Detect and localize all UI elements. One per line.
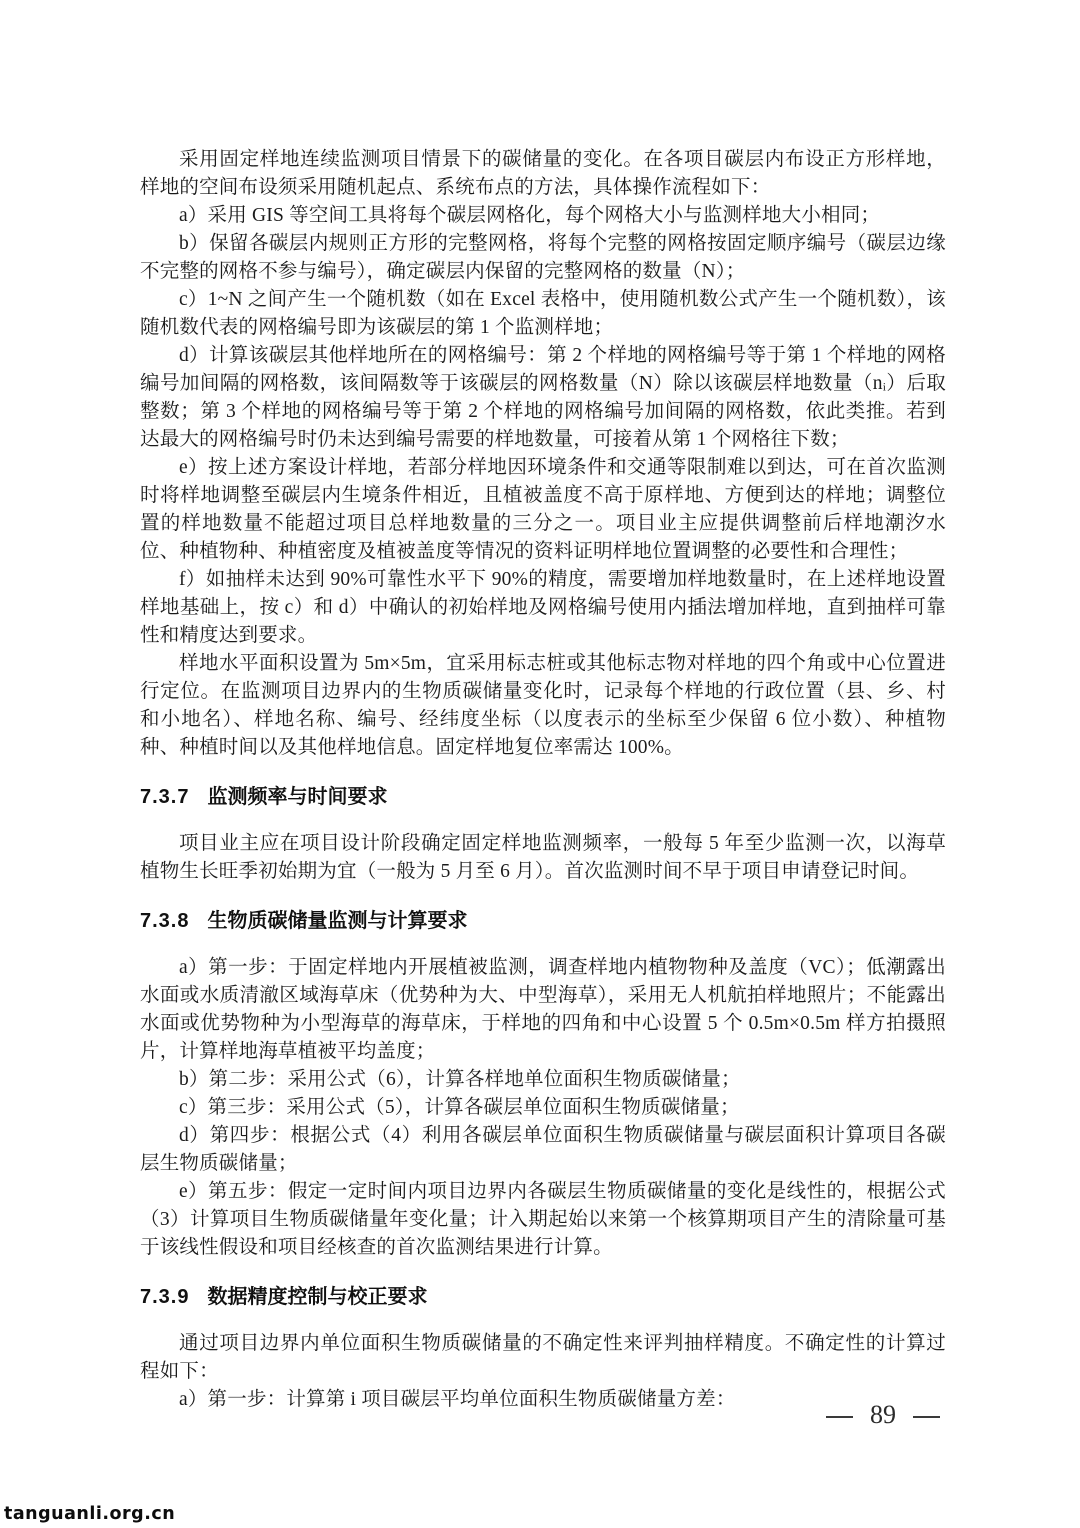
list-item-d: d）计算该碳层其他样地所在的网格编号：第 2 个样地的网格编号等于第 1 个样地的网格编号加间隔的网格数，该间隔数等于该碳层的网格数量（N）除以该碳层样地数量（nᵢ）后取整数；第 3 个样地的网格编号等于第 2 个样地的网格编号加间隔的网格数，依此类推。若到达最大的网格编号时仍未达到编号需要的样地数量，可接着从第 1 个网格往下数； [140,345,946,450]
section-title: 生物质碳储量监测与计算要求 [207,910,468,932]
list-item-f: f）如抽样未达到 90%可靠性水平下 90%的精度，需要增加样地数量时，在上述样地设置样地基础上，按 c）和 d）中确认的初始样地及网格编号使用内插法增加样地，直到抽样可靠性和精度达到要求。 [140,569,946,646]
list-item-step-a-739: a）第一步：计算第 i 项目碳层平均单位面积生物质碳储量方差： [179,1389,736,1410]
section-739-paragraph: 通过项目边界内单位面积生物质碳储量的不确定性来评判抽样精度。不确定性的计算过程如下： [140,1333,946,1382]
list-item-step-c: c）第三步：采用公式（5），计算各碳层单位面积生物质碳储量； [179,1097,740,1118]
section-number: 7.3.8 [140,910,190,932]
list-item-step-e: e）第五步：假定一定时间内项目边界内各碳层生物质碳储量的变化是线性的，根据公式（3）计算项目生物质碳储量年变化量；计入期起始以来第一个核算期项目产生的清除量可基于该线性假设和项目经核查的首次监测结果进行计算。 [140,1181,946,1258]
footer-dash-left [826,1416,853,1418]
list-item-step-a: a）第一步：于固定样地内开展植被监测，调查样地内植物物种及盖度（VC）；低潮露出水面或水质清澈区域海草床（优势种为大、中型海草），采用无人机航拍样地照片；不能露出水面或优势物种为小型海草的海草床，于样地的四角和中心设置 5 个 0.5m×0.5m 样方拍摄照片，计算样地海草植被平均盖度； [140,957,946,1062]
list-item-a: a）采用 GIS 等空间工具将每个碳层网格化，每个网格大小与监测样地大小相同； [179,205,881,226]
document-body [140,146,946,1414]
page-number: 89 [870,1400,896,1429]
intro-paragraph: 采用固定样地连续监测项目情景下的碳储量的变化。在各项目碳层内布设正方形样地，样地的空间布设须采用随机起点、系统布点的方法，具体操作流程如下： [140,149,946,198]
section-number: 7.3.9 [140,1286,190,1308]
section-heading-738 [140,907,946,935]
list-item-c: c）1~N 之间产生一个随机数（如在 Excel 表格中，使用随机数公式产生一个随机数），该随机数代表的网格编号即为该碳层的第 1 个监测样地； [140,289,946,338]
section-title: 监测频率与时间要求 [207,786,388,808]
list-item-step-b: b）第二步：采用公式（6），计算各样地单位面积生物质碳储量； [179,1069,741,1090]
section-heading-737 [140,783,946,811]
list-item-e: e）按上述方案设计样地，若部分样地因环境条件和交通等限制难以到达，可在首次监测时将样地调整至碳层内生境条件相近，且植被盖度不高于原样地、方便到达的样地；调整位置的样地数量不能超过项目总样地数量的三分之一。项目业主应提供调整前后样地潮汐水位、种植物种、种植密度及植被盖度等情况的资料证明样地位置调整的必要性和合理性； [140,457,946,562]
section-number: 7.3.7 [140,786,190,808]
section-heading-739 [140,1283,946,1311]
section-title: 数据精度控制与校正要求 [207,1286,428,1308]
section-737-paragraph: 项目业主应在项目设计阶段确定固定样地监测频率，一般每 5 年至少监测一次，以海草植物生长旺季初始期为宜（一般为 5 月至 6 月）。首次监测时间不早于项目申请登记时间。 [140,833,946,882]
footer-dash-right [913,1416,940,1418]
page-footer [826,1402,940,1431]
plot-area-paragraph: 样地水平面积设置为 5m×5m，宜采用标志桩或其他标志物对样地的四个角或中心位置进行定位。在监测项目边界内的生物质碳储量变化时，记录每个样地的行政位置（县、乡、村和小地名）、样地名称、编号、经纬度坐标（以度表示的坐标至少保留 6 位小数）、种植物种、种植时间以及其他样地信息。固定样地复位率需达 100%。 [140,653,946,758]
list-item-step-d: d）第四步：根据公式（4）利用各碳层单位面积生物质碳储量与碳层面积计算项目各碳层生物质碳储量； [140,1125,946,1174]
watermark: tanguanli.org.cn [4,1504,176,1524]
list-item-b: b）保留各碳层内规则正方形的完整网格，将每个完整的网格按固定顺序编号（碳层边缘不完整的网格不参与编号），确定碳层内保留的完整网格的数量（N）； [140,233,946,282]
